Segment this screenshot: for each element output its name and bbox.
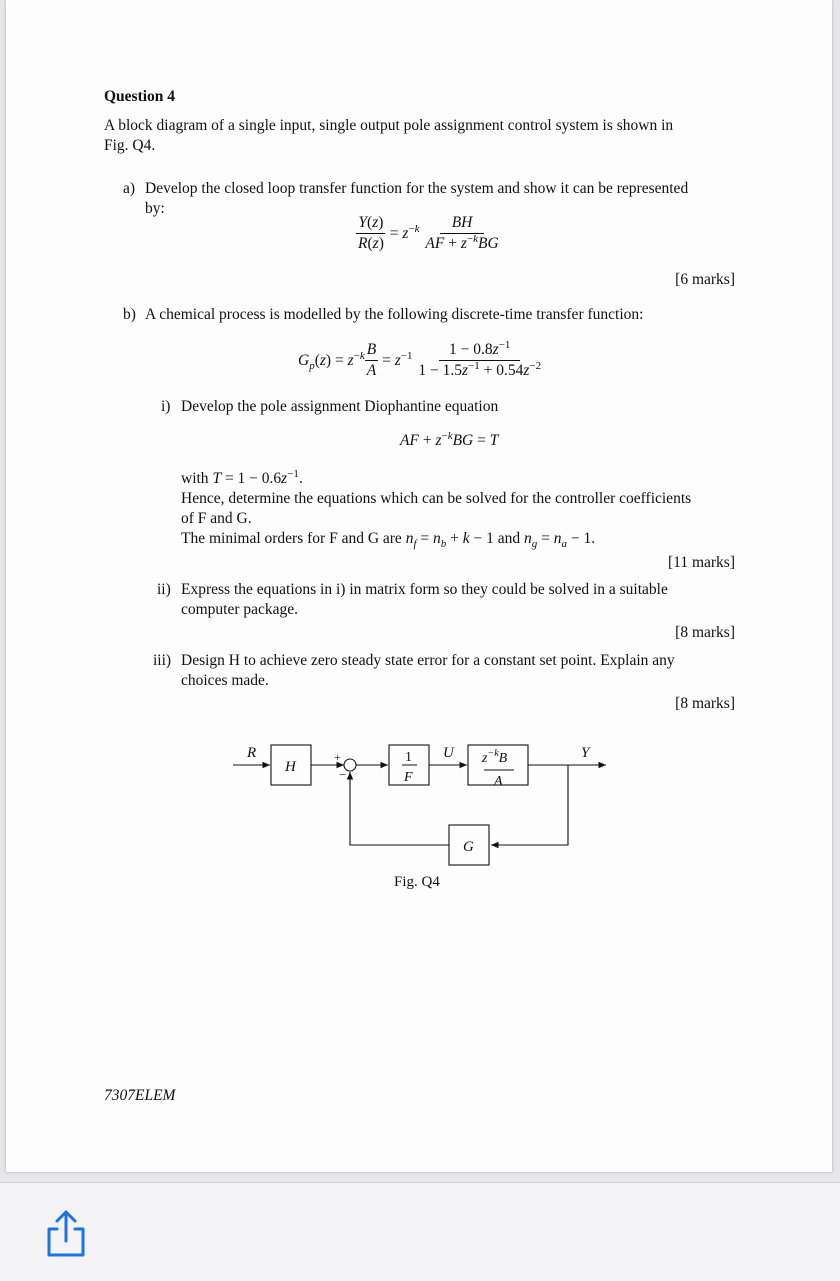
part-b-ii-text-2: computer package. (181, 601, 299, 618)
part-a-marks: [6 marks] (675, 271, 735, 288)
part-b-i-label: i) (161, 398, 171, 415)
figure-caption: Fig. Q4 (394, 874, 440, 890)
block-diagram (6, 0, 832, 1172)
part-b-iii-text-1: Design H to achieve zero steady state error for a constant set point. Explain any (181, 652, 675, 669)
hence-line-2: of F and G. (181, 510, 252, 527)
part-b-ii-text-1: Express the equations in i) in matrix form so they could be solved in a suitable (181, 581, 668, 598)
u-label: U (443, 745, 454, 761)
with-prefix: with (181, 470, 209, 487)
process-transfer-function: $G_p(z) = z^{-k}$ $\frac{B}{A}$ = $z^{-1}$ $\frac{1 - 0.8z^{-1}}{1 - 1.5z^{-1} + 0.54z^{-2}}$ (298, 338, 542, 379)
plant-denominator: A (494, 774, 503, 789)
part-b-label: b) (123, 306, 136, 323)
part-b-ii-marks: [8 marks] (675, 624, 735, 641)
viewer-toolbar (0, 1182, 840, 1281)
inverse-f-denominator: F (404, 770, 413, 785)
part-a-label: a) (123, 180, 136, 197)
part-b-iii-text-2: choices made. (181, 672, 269, 689)
plus-sign: + (334, 750, 341, 764)
part-b-i-marks: [11 marks] (667, 554, 735, 571)
document-page (6, 0, 832, 1172)
closed-loop-equation: $\frac{Y(z)}{R(z)}$ = $z^{-k}$ $\frac{BH}{AF + z^{-k}BG}$ (358, 214, 499, 252)
part-b-iii-label: iii) (153, 652, 172, 669)
part-b-i-text: Develop the pole assignment Diophantine equation (181, 398, 499, 415)
inverse-f-numerator: 1 (405, 750, 412, 765)
h-block-label: H (285, 759, 296, 775)
feedback-line-left (350, 772, 449, 845)
output-label-y: Y (581, 745, 590, 761)
minimal-orders-line: The minimal orders for F and G are $n_f = n_b + k - 1$ and $n_g = n_a - 1$. (181, 530, 596, 551)
with-t-line: with $T = 1 - 0.6z^{-1}$. (181, 467, 303, 487)
intro-line-1: A block diagram of a single input, single output pole assignment control system is shown in (104, 117, 674, 134)
module-code: 7307ELEM (104, 1087, 176, 1104)
part-a-text-2: by: (145, 200, 165, 217)
g-block-label: G (463, 839, 474, 855)
question-heading: Question 4 (104, 88, 176, 105)
hence-line-1: Hence, determine the equations which can be solved for the controller coefficients (181, 490, 692, 507)
part-b-iii-marks: [8 marks] (675, 695, 735, 712)
minimal-prefix: The minimal orders for F and G are (181, 530, 402, 547)
part-b-ii-label: ii) (157, 581, 171, 598)
input-label-r: R (247, 745, 257, 761)
part-b-text: A chemical process is modelled by the following discrete-time transfer function: (145, 306, 644, 323)
and-word: and (497, 530, 521, 547)
minus-sign: − (339, 767, 347, 782)
share-icon[interactable] (44, 1209, 88, 1259)
plant-numerator: $z^{-k}B$ (482, 748, 508, 766)
diophantine-equation: AF + $z^{-k}BG = T$ (400, 429, 499, 449)
intro-line-2: Fig. Q4. (104, 137, 156, 154)
part-a-text-1: Develop the closed loop transfer function for the system and show it can be represented (145, 180, 689, 197)
